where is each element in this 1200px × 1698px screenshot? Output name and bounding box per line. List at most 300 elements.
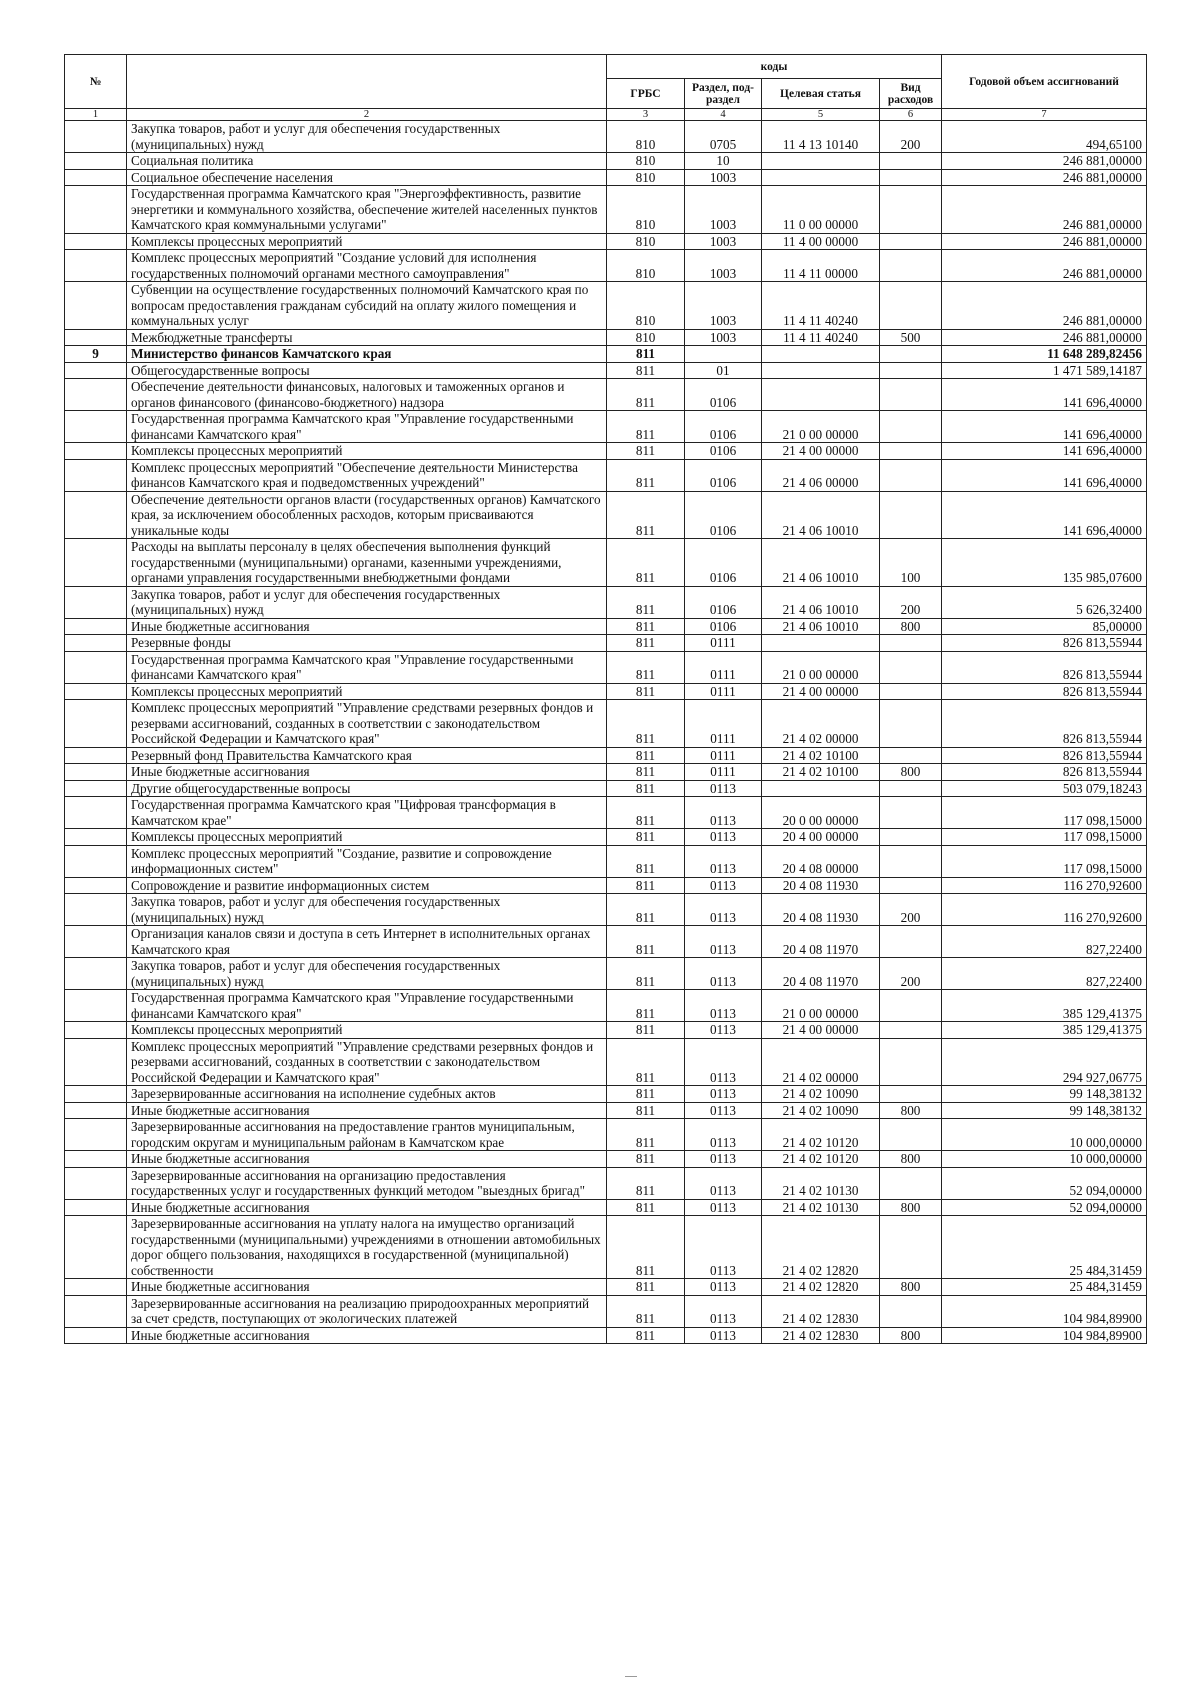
expense-type-cell — [880, 635, 942, 652]
expense-type-cell — [880, 443, 942, 460]
amount-cell: 10 000,00000 — [942, 1119, 1147, 1151]
target-article-cell: 21 4 02 10130 — [762, 1199, 880, 1216]
target-article-cell: 11 0 00 00000 — [762, 186, 880, 234]
expense-type-cell — [880, 845, 942, 877]
section-cell: 0113 — [685, 1167, 762, 1199]
row-number-cell — [65, 990, 127, 1022]
amount-cell: 135 985,07600 — [942, 539, 1147, 587]
table-row — [65, 1295, 1147, 1327]
row-name-cell: Социальная политика — [127, 153, 607, 170]
row-name-cell: Субвенции на осуществление государственных полномочий Камчатского края по вопросам предоставления гражданам субсидий на оплату жилого помещения и коммунальных услуг — [127, 282, 607, 330]
expense-type-cell — [880, 1022, 942, 1039]
expense-type-cell: 800 — [880, 1279, 942, 1296]
grbs-cell: 811 — [607, 1022, 685, 1039]
table-row — [65, 186, 1147, 234]
grbs-cell: 811 — [607, 926, 685, 958]
row-number-cell — [65, 1199, 127, 1216]
expense-type-cell: 800 — [880, 1102, 942, 1119]
expense-type-cell — [880, 1167, 942, 1199]
target-article-cell — [762, 780, 880, 797]
target-article-cell — [762, 346, 880, 363]
table-row — [65, 362, 1147, 379]
grbs-cell: 811 — [607, 443, 685, 460]
amount-cell: 294 927,06775 — [942, 1038, 1147, 1086]
header-target: Целевая статья — [762, 79, 880, 109]
expense-type-cell: 800 — [880, 1327, 942, 1344]
table-row — [65, 169, 1147, 186]
target-article-cell: 21 4 06 10010 — [762, 491, 880, 539]
section-cell: 0113 — [685, 1327, 762, 1344]
amount-cell: 99 148,38132 — [942, 1102, 1147, 1119]
expense-type-cell — [880, 379, 942, 411]
row-number-cell — [65, 282, 127, 330]
grbs-cell: 811 — [607, 1151, 685, 1168]
table-row — [65, 250, 1147, 282]
row-number-cell — [65, 362, 127, 379]
table-row — [65, 491, 1147, 539]
row-number-cell — [65, 186, 127, 234]
amount-cell: 826 813,55944 — [942, 635, 1147, 652]
row-number-cell — [65, 1119, 127, 1151]
row-name-cell: Комплекс процессных мероприятий "Управление средствами резервных фондов и резервами ассигнований, созданных в соответствии с законодательством Российской Федерации и Камчатского края" — [127, 700, 607, 748]
target-article-cell: 20 0 00 00000 — [762, 797, 880, 829]
grbs-cell: 810 — [607, 169, 685, 186]
target-article-cell: 11 4 13 10140 — [762, 121, 880, 153]
amount-cell: 246 881,00000 — [942, 250, 1147, 282]
section-cell: 0111 — [685, 700, 762, 748]
section-cell: 0113 — [685, 1102, 762, 1119]
amount-cell: 827,22400 — [942, 958, 1147, 990]
row-number-cell — [65, 1038, 127, 1086]
amount-cell: 104 984,89900 — [942, 1327, 1147, 1344]
table-row — [65, 747, 1147, 764]
target-article-cell: 20 4 08 11930 — [762, 877, 880, 894]
table-row — [65, 1167, 1147, 1199]
expense-type-cell: 800 — [880, 618, 942, 635]
row-name-cell: Другие общегосударственные вопросы — [127, 780, 607, 797]
section-cell: 0113 — [685, 877, 762, 894]
row-number-cell — [65, 250, 127, 282]
amount-cell: 116 270,92600 — [942, 894, 1147, 926]
row-name-cell: Комплекс процессных мероприятий "Создание условий для исполнения государственных полномочий органами местного самоуправления" — [127, 250, 607, 282]
grbs-cell: 811 — [607, 845, 685, 877]
row-name-cell: Комплексы процессных мероприятий — [127, 1022, 607, 1039]
target-article-cell: 20 4 08 11970 — [762, 926, 880, 958]
section-cell: 0106 — [685, 411, 762, 443]
grbs-cell: 811 — [607, 877, 685, 894]
target-article-cell: 11 4 11 00000 — [762, 250, 880, 282]
target-article-cell: 21 0 00 00000 — [762, 411, 880, 443]
row-number-cell — [65, 1327, 127, 1344]
table-row — [65, 700, 1147, 748]
section-cell: 0113 — [685, 958, 762, 990]
section-cell: 0113 — [685, 1038, 762, 1086]
section-cell: 0111 — [685, 651, 762, 683]
section-cell: 0106 — [685, 539, 762, 587]
table-row — [65, 329, 1147, 346]
row-name-cell: Зарезервированные ассигнования на исполнение судебных актов — [127, 1086, 607, 1103]
section-cell: 0106 — [685, 443, 762, 460]
table-row — [65, 379, 1147, 411]
target-article-cell: 21 4 02 10120 — [762, 1119, 880, 1151]
amount-cell: 385 129,41375 — [942, 1022, 1147, 1039]
grbs-cell: 811 — [607, 1102, 685, 1119]
row-name-cell: Закупка товаров, работ и услуг для обеспечения государственных (муниципальных) нужд — [127, 958, 607, 990]
budget-table — [64, 54, 1147, 1344]
section-cell: 10 — [685, 153, 762, 170]
table-row — [65, 764, 1147, 781]
row-number-cell — [65, 618, 127, 635]
amount-cell: 52 094,00000 — [942, 1199, 1147, 1216]
grbs-cell: 811 — [607, 780, 685, 797]
row-name-cell: Общегосударственные вопросы — [127, 362, 607, 379]
index-cell: 4 — [685, 109, 762, 121]
grbs-cell: 811 — [607, 491, 685, 539]
grbs-cell: 811 — [607, 1295, 685, 1327]
grbs-cell: 811 — [607, 1038, 685, 1086]
expense-type-cell — [880, 797, 942, 829]
table-row — [65, 990, 1147, 1022]
row-name-cell: Государственная программа Камчатского края "Управление государственными финансами Камчатского края" — [127, 990, 607, 1022]
amount-cell: 826 813,55944 — [942, 764, 1147, 781]
section-cell: 0113 — [685, 1151, 762, 1168]
section-cell: 0106 — [685, 459, 762, 491]
section-cell: 1003 — [685, 169, 762, 186]
row-number-cell — [65, 1086, 127, 1103]
amount-cell: 141 696,40000 — [942, 491, 1147, 539]
target-article-cell: 21 4 00 00000 — [762, 1022, 880, 1039]
expense-type-cell — [880, 459, 942, 491]
section-cell: 0113 — [685, 780, 762, 797]
grbs-cell: 810 — [607, 329, 685, 346]
section-cell: 0111 — [685, 747, 762, 764]
amount-cell: 246 881,00000 — [942, 282, 1147, 330]
section-cell: 0106 — [685, 618, 762, 635]
target-article-cell: 21 4 02 00000 — [762, 1038, 880, 1086]
row-number-cell — [65, 877, 127, 894]
target-article-cell: 20 4 08 00000 — [762, 845, 880, 877]
target-article-cell: 21 4 02 12830 — [762, 1327, 880, 1344]
expense-type-cell — [880, 1295, 942, 1327]
amount-cell: 104 984,89900 — [942, 1295, 1147, 1327]
grbs-cell: 811 — [607, 764, 685, 781]
grbs-cell: 810 — [607, 250, 685, 282]
grbs-cell: 811 — [607, 539, 685, 587]
table-row — [65, 1102, 1147, 1119]
grbs-cell: 811 — [607, 651, 685, 683]
row-number-cell — [65, 539, 127, 587]
row-number-cell — [65, 683, 127, 700]
section-cell: 0113 — [685, 1216, 762, 1279]
expense-type-cell — [880, 1038, 942, 1086]
target-article-cell: 21 4 02 10100 — [762, 764, 880, 781]
grbs-cell: 811 — [607, 618, 685, 635]
expense-type-cell — [880, 990, 942, 1022]
row-number-cell — [65, 700, 127, 748]
table-row — [65, 683, 1147, 700]
expense-type-cell — [880, 282, 942, 330]
row-name-cell: Комплексы процессных мероприятий — [127, 829, 607, 846]
grbs-cell: 810 — [607, 186, 685, 234]
header-codes: коды — [607, 55, 942, 79]
expense-type-cell — [880, 926, 942, 958]
row-name-cell: Государственная программа Камчатского края "Энергоэффективность, развитие энергетики и коммунального хозяйства, обеспечение жителей населенных пунктов Камчатского края коммунальными услугами" — [127, 186, 607, 234]
grbs-cell: 810 — [607, 282, 685, 330]
row-number-cell — [65, 411, 127, 443]
grbs-cell: 811 — [607, 379, 685, 411]
grbs-cell: 811 — [607, 586, 685, 618]
table-row — [65, 411, 1147, 443]
row-number-cell — [65, 845, 127, 877]
row-number-cell — [65, 459, 127, 491]
expense-type-cell — [880, 700, 942, 748]
amount-cell: 141 696,40000 — [942, 379, 1147, 411]
amount-cell: 52 094,00000 — [942, 1167, 1147, 1199]
row-name-cell: Иные бюджетные ассигнования — [127, 1279, 607, 1296]
target-article-cell: 21 4 02 00000 — [762, 700, 880, 748]
row-name-cell: Иные бюджетные ассигнования — [127, 1151, 607, 1168]
row-number-cell — [65, 747, 127, 764]
row-name-cell: Закупка товаров, работ и услуг для обеспечения государственных (муниципальных) нужд — [127, 586, 607, 618]
row-name-cell: Государственная программа Камчатского края "Цифровая трансформация в Камчатском крае" — [127, 797, 607, 829]
amount-cell: 246 881,00000 — [942, 329, 1147, 346]
table-row — [65, 894, 1147, 926]
amount-cell: 503 079,18243 — [942, 780, 1147, 797]
row-name-cell: Комплекс процессных мероприятий "Управление средствами резервных фондов и резервами ассигнований, созданных в соответствии с законодательством Российской Федерации и Камчатского края" — [127, 1038, 607, 1086]
section-cell: 0113 — [685, 1279, 762, 1296]
target-article-cell: 20 4 08 11970 — [762, 958, 880, 990]
amount-cell: 826 813,55944 — [942, 651, 1147, 683]
row-name-cell: Закупка товаров, работ и услуг для обеспечения государственных (муниципальных) нужд — [127, 121, 607, 153]
amount-cell: 116 270,92600 — [942, 877, 1147, 894]
target-article-cell: 21 4 00 00000 — [762, 683, 880, 700]
expense-type-cell: 100 — [880, 539, 942, 587]
grbs-cell: 811 — [607, 411, 685, 443]
grbs-cell: 811 — [607, 346, 685, 363]
table-row — [65, 233, 1147, 250]
section-cell: 0113 — [685, 829, 762, 846]
index-cell: 1 — [65, 109, 127, 121]
target-article-cell: 21 4 06 00000 — [762, 459, 880, 491]
section-cell: 0111 — [685, 683, 762, 700]
target-article-cell: 11 4 11 40240 — [762, 282, 880, 330]
row-name-cell: Комплекс процессных мероприятий "Создание, развитие и сопровождение информационных систем" — [127, 845, 607, 877]
section-cell: 1003 — [685, 250, 762, 282]
grbs-cell: 811 — [607, 1327, 685, 1344]
table-row — [65, 443, 1147, 460]
page-footer-mark — [625, 1676, 637, 1677]
target-article-cell: 21 4 02 10130 — [762, 1167, 880, 1199]
header-no: № — [65, 55, 127, 109]
target-article-cell: 21 4 06 10010 — [762, 618, 880, 635]
grbs-cell: 811 — [607, 683, 685, 700]
row-number-cell — [65, 379, 127, 411]
table-row — [65, 459, 1147, 491]
row-name-cell: Зарезервированные ассигнования на уплату налога на имущество организаций государственными (муниципальными) учреждениями в отношении автомобильных дорог общего пользования, находящихся в государственной (муниципальной) собственности — [127, 1216, 607, 1279]
row-name-cell: Межбюджетные трансферты — [127, 329, 607, 346]
section-cell: 0113 — [685, 1086, 762, 1103]
grbs-cell: 811 — [607, 1086, 685, 1103]
row-number-cell — [65, 121, 127, 153]
header-expense-type: Вид расходов — [880, 79, 942, 109]
grbs-cell: 810 — [607, 233, 685, 250]
row-number-cell — [65, 958, 127, 990]
target-article-cell: 21 4 02 12820 — [762, 1279, 880, 1296]
section-cell: 1003 — [685, 282, 762, 330]
row-number-cell — [65, 651, 127, 683]
row-name-cell: Сопровождение и развитие информационных систем — [127, 877, 607, 894]
row-number-cell — [65, 926, 127, 958]
amount-cell: 385 129,41375 — [942, 990, 1147, 1022]
row-number-cell — [65, 1295, 127, 1327]
table-row — [65, 780, 1147, 797]
row-number-cell — [65, 764, 127, 781]
section-cell: 0106 — [685, 586, 762, 618]
table-row — [65, 829, 1147, 846]
expense-type-cell — [880, 233, 942, 250]
target-article-cell: 11 4 00 00000 — [762, 233, 880, 250]
row-name-cell: Комплексы процессных мероприятий — [127, 443, 607, 460]
amount-cell: 141 696,40000 — [942, 443, 1147, 460]
section-cell: 0113 — [685, 845, 762, 877]
row-number-cell — [65, 586, 127, 618]
row-number-cell — [65, 829, 127, 846]
table-row — [65, 1151, 1147, 1168]
expense-type-cell — [880, 683, 942, 700]
table-row — [65, 1086, 1147, 1103]
amount-cell: 246 881,00000 — [942, 233, 1147, 250]
grbs-cell: 810 — [607, 153, 685, 170]
table-row — [65, 618, 1147, 635]
row-number-cell — [65, 797, 127, 829]
expense-type-cell: 200 — [880, 958, 942, 990]
section-cell: 0106 — [685, 491, 762, 539]
index-cell: 3 — [607, 109, 685, 121]
row-name-cell: Обеспечение деятельности органов власти (государственных органов) Камчатского края, за исключением обособленных расходов, которым присваиваются уникальные коды — [127, 491, 607, 539]
expense-type-cell — [880, 169, 942, 186]
amount-cell: 246 881,00000 — [942, 186, 1147, 234]
table-row — [65, 877, 1147, 894]
expense-type-cell — [880, 747, 942, 764]
index-cell: 5 — [762, 109, 880, 121]
amount-cell: 11 648 289,82456 — [942, 346, 1147, 363]
amount-cell: 826 813,55944 — [942, 683, 1147, 700]
row-name-cell: Организация каналов связи и доступа в сеть Интернет в исполнительных органах Камчатского края — [127, 926, 607, 958]
row-number-cell — [65, 233, 127, 250]
grbs-cell: 810 — [607, 121, 685, 153]
amount-cell: 99 148,38132 — [942, 1086, 1147, 1103]
expense-type-cell: 200 — [880, 586, 942, 618]
amount-cell: 5 626,32400 — [942, 586, 1147, 618]
section-cell: 1003 — [685, 233, 762, 250]
target-article-cell — [762, 635, 880, 652]
section-cell: 0106 — [685, 379, 762, 411]
header-name — [127, 55, 607, 109]
row-name-cell: Закупка товаров, работ и услуг для обеспечения государственных (муниципальных) нужд — [127, 894, 607, 926]
index-cell: 7 — [942, 109, 1147, 121]
row-number-cell — [65, 1167, 127, 1199]
table-row — [65, 1216, 1147, 1279]
header-annual: Годовой объем ассигнований — [942, 55, 1147, 109]
section-cell: 0113 — [685, 926, 762, 958]
amount-cell: 246 881,00000 — [942, 169, 1147, 186]
target-article-cell — [762, 153, 880, 170]
table-row — [65, 539, 1147, 587]
expense-type-cell — [880, 153, 942, 170]
expense-type-cell — [880, 1216, 942, 1279]
table-row — [65, 1119, 1147, 1151]
grbs-cell: 811 — [607, 747, 685, 764]
expense-type-cell: 800 — [880, 1199, 942, 1216]
grbs-cell: 811 — [607, 797, 685, 829]
section-cell — [685, 346, 762, 363]
table-row — [65, 121, 1147, 153]
table-row — [65, 1327, 1147, 1344]
grbs-cell: 811 — [607, 635, 685, 652]
section-cell: 0113 — [685, 894, 762, 926]
target-article-cell: 21 4 02 12820 — [762, 1216, 880, 1279]
table-row — [65, 651, 1147, 683]
row-number-cell — [65, 1216, 127, 1279]
expense-type-cell — [880, 411, 942, 443]
section-cell: 0113 — [685, 1295, 762, 1327]
expense-type-cell — [880, 1086, 942, 1103]
row-name-cell: Комплексы процессных мероприятий — [127, 233, 607, 250]
target-article-cell: 21 4 06 10010 — [762, 539, 880, 587]
grbs-cell: 811 — [607, 894, 685, 926]
row-name-cell: Расходы на выплаты персоналу в целях обеспечения выполнения функций государственными (муниципальными) органами, казенными учреждениями, органами управления государственными внебюджетными фондами — [127, 539, 607, 587]
amount-cell: 827,22400 — [942, 926, 1147, 958]
row-name-cell: Резервный фонд Правительства Камчатского края — [127, 747, 607, 764]
section-cell: 0113 — [685, 797, 762, 829]
expense-type-cell: 800 — [880, 1151, 942, 1168]
row-name-cell: Иные бюджетные ассигнования — [127, 1199, 607, 1216]
row-number-cell — [65, 153, 127, 170]
row-name-cell: Комплекс процессных мероприятий "Обеспечение деятельности Министерства финансов Камчатского края и подведомственных учреждений" — [127, 459, 607, 491]
amount-cell: 25 484,31459 — [942, 1216, 1147, 1279]
section-cell: 01 — [685, 362, 762, 379]
row-name-cell: Государственная программа Камчатского края "Управление государственными финансами Камчатского края" — [127, 651, 607, 683]
table-row — [65, 845, 1147, 877]
amount-cell: 494,65100 — [942, 121, 1147, 153]
table-row — [65, 1279, 1147, 1296]
section-cell: 0113 — [685, 1022, 762, 1039]
amount-cell: 246 881,00000 — [942, 153, 1147, 170]
target-article-cell: 21 4 02 10100 — [762, 747, 880, 764]
target-article-cell — [762, 362, 880, 379]
row-name-cell: Зарезервированные ассигнования на организацию предоставления государственных услуг и государственных функций методом "выездных бригад" — [127, 1167, 607, 1199]
grbs-cell: 811 — [607, 1216, 685, 1279]
target-article-cell: 20 4 00 00000 — [762, 829, 880, 846]
target-article-cell: 21 4 02 12830 — [762, 1295, 880, 1327]
row-name-cell: Резервные фонды — [127, 635, 607, 652]
amount-cell: 117 098,15000 — [942, 797, 1147, 829]
expense-type-cell: 500 — [880, 329, 942, 346]
row-number-cell — [65, 169, 127, 186]
target-article-cell: 21 4 00 00000 — [762, 443, 880, 460]
target-article-cell: 11 4 11 40240 — [762, 329, 880, 346]
expense-type-cell — [880, 346, 942, 363]
amount-cell: 1 471 589,14187 — [942, 362, 1147, 379]
table-row — [65, 1022, 1147, 1039]
expense-type-cell — [880, 829, 942, 846]
row-name-cell: Иные бюджетные ассигнования — [127, 618, 607, 635]
expense-type-cell — [880, 491, 942, 539]
header-section: Раздел, под-раздел — [685, 79, 762, 109]
table-row — [65, 1038, 1147, 1086]
table-row — [65, 635, 1147, 652]
section-cell: 1003 — [685, 329, 762, 346]
